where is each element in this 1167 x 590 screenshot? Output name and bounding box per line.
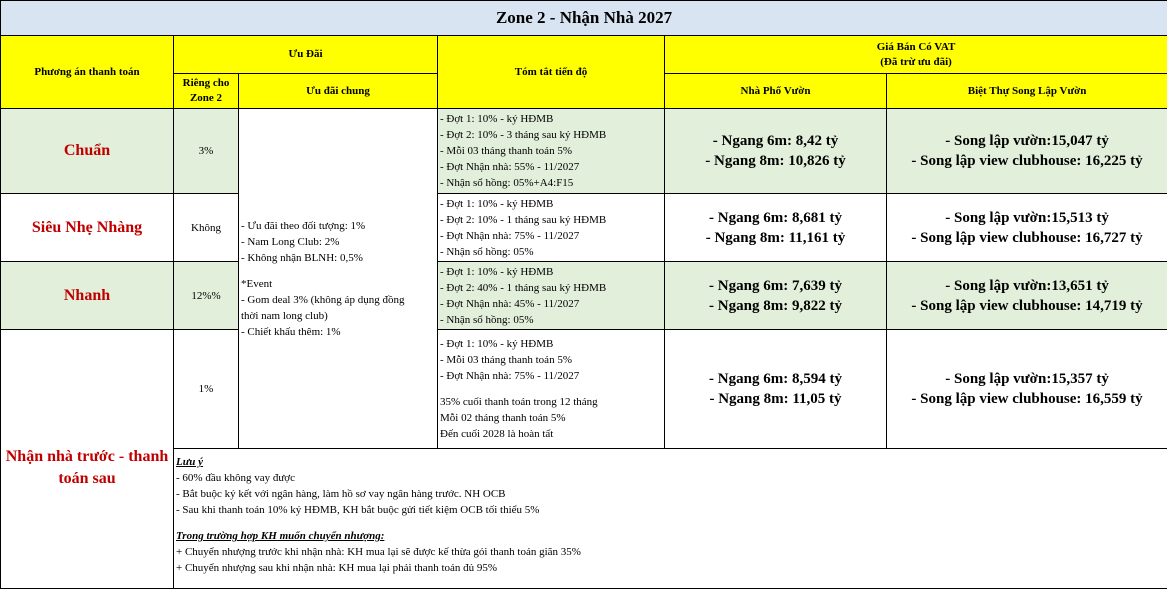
townhouse-price-cell: - Ngang 6m: 8,594 tỷ - Ngang 8m: 11,05 tỷ — [665, 330, 887, 449]
note-item: - Sau khi thanh toán 10% ký HĐMB, KH bắt buộc gửi tiết kiệm OCB tối thiểu 5% — [176, 504, 540, 516]
transfer-title: Trong trường hợp KH muốn chuyển nhượng: — [176, 530, 385, 542]
villa-price-cell: - Song lập vườn:15,047 tỷ - Song lập view clubhouse: 16,225 tỷ — [887, 109, 1167, 194]
header-price-subtitle: (Đã trừ ưu đãi) — [880, 55, 952, 68]
schedule-cell: - Đợt 1: 10% - ký HĐMB - Đợt 2: 10% - 1 tháng sau ký HĐMB - Đợt Nhận nhà: 75% - 11/2027 - Nhận sổ hồng: 05% — [438, 194, 665, 262]
table-row — [1, 330, 1167, 449]
plan-name: Nhanh — [1, 262, 174, 330]
transfer-item: + Chuyển nhượng trước khi nhận nhà: KH mua lại sẽ được kế thừa gói thanh toán giãn 35% — [176, 546, 581, 558]
plan-name: Siêu Nhẹ Nhàng — [1, 194, 174, 262]
townhouse-price-cell: - Ngang 6m: 7,639 tỷ - Ngang 8m: 9,822 tỷ — [665, 262, 887, 330]
page-title: Zone 2 - Nhận Nhà 2027 — [1, 1, 1167, 36]
zone2-discount: 12%% — [174, 262, 239, 330]
zone2-discount: 3% — [174, 109, 239, 194]
header-incentives: Ưu Đãi — [174, 36, 438, 74]
schedule-cell: - Đợt 1: 10% - ký HĐMB - Đợt 2: 40% - 1 tháng sau ký HĐMB - Đợt Nhận nhà: 45% - 11/2027 - Nhận sổ hồng: 05% — [438, 262, 665, 330]
header-general-incentives: Ưu đãi chung — [239, 74, 438, 109]
notes-cell — [174, 449, 1167, 589]
plan-name: Nhận nhà trước - thanh toán sau — [1, 330, 174, 589]
townhouse-price-cell: - Ngang 6m: 8,681 tỷ - Ngang 8m: 11,161 tỷ — [665, 194, 887, 262]
transfer-item: + Chuyển nhượng sau khi nhận nhà: KH mua lại phải thanh toán đủ 95% — [176, 562, 498, 574]
header-semi-detached: Biệt Thự Song Lập Vườn — [887, 74, 1167, 109]
schedule-cell: - Đợt 1: 10% - ký HĐMB - Đợt 2: 10% - 3 tháng sau ký HĐMB - Mỗi 03 tháng thanh toán 5% - Đợt Nhận nhà: 55% - 11/2027 - Nhận sổ hồng: 05%+A4:F15 — [438, 109, 665, 194]
notes-title: Lưu ý — [176, 456, 204, 468]
header-payment-plan: Phương án thanh toán — [1, 36, 174, 109]
header-schedule: Tóm tắt tiến độ — [438, 36, 665, 109]
table-row — [1, 109, 1167, 194]
plan-name: Chuẩn — [1, 109, 174, 194]
table-row — [1, 262, 1167, 330]
header-zone2-only: Riêng cho Zone 2 — [174, 74, 239, 109]
townhouse-price-cell: - Ngang 6m: 8,42 tỷ - Ngang 8m: 10,826 tỷ — [665, 109, 887, 194]
header-price — [665, 36, 1167, 74]
general-incentives-cell: - Ưu đãi theo đối tượng: 1% - Nam Long Club: 2% - Không nhận BLNH: 0,5% *Event - Gom deal 3% (không áp dụng đồng thời nam long club) - Chiết khấu thêm: 1% — [239, 109, 438, 449]
villa-price-cell: - Song lập vườn:15,513 tỷ - Song lập view clubhouse: 16,727 tỷ — [887, 194, 1167, 262]
zone2-discount: Không — [174, 194, 239, 262]
header-garden-townhouse: Nhà Phố Vườn — [665, 74, 887, 109]
header-price-title: Giá Bán Có VAT — [876, 40, 956, 53]
note-item: - 60% đầu không vay được — [176, 472, 296, 484]
villa-price-cell: - Song lập vườn:15,357 tỷ - Song lập view clubhouse: 16,559 tỷ — [887, 330, 1167, 449]
villa-price-cell: - Song lập vườn:13,651 tỷ - Song lập view clubhouse: 14,719 tỷ — [887, 262, 1167, 330]
zone2-discount: 1% — [174, 330, 239, 449]
note-item: - Bắt buộc ký kết với ngân hàng, làm hồ sơ vay ngân hàng trước. NH OCB — [176, 488, 506, 500]
schedule-cell: - Đợt 1: 10% - ký HĐMB - Mỗi 03 tháng thanh toán 5% - Đợt Nhận nhà: 75% - 11/2027 35% cuối thanh toán trong 12 tháng Mỗi 02 tháng thanh toán 5% Đến cuối 2028 là hoàn tất — [438, 330, 665, 449]
notes-row — [1, 449, 1167, 589]
table-row — [1, 194, 1167, 262]
